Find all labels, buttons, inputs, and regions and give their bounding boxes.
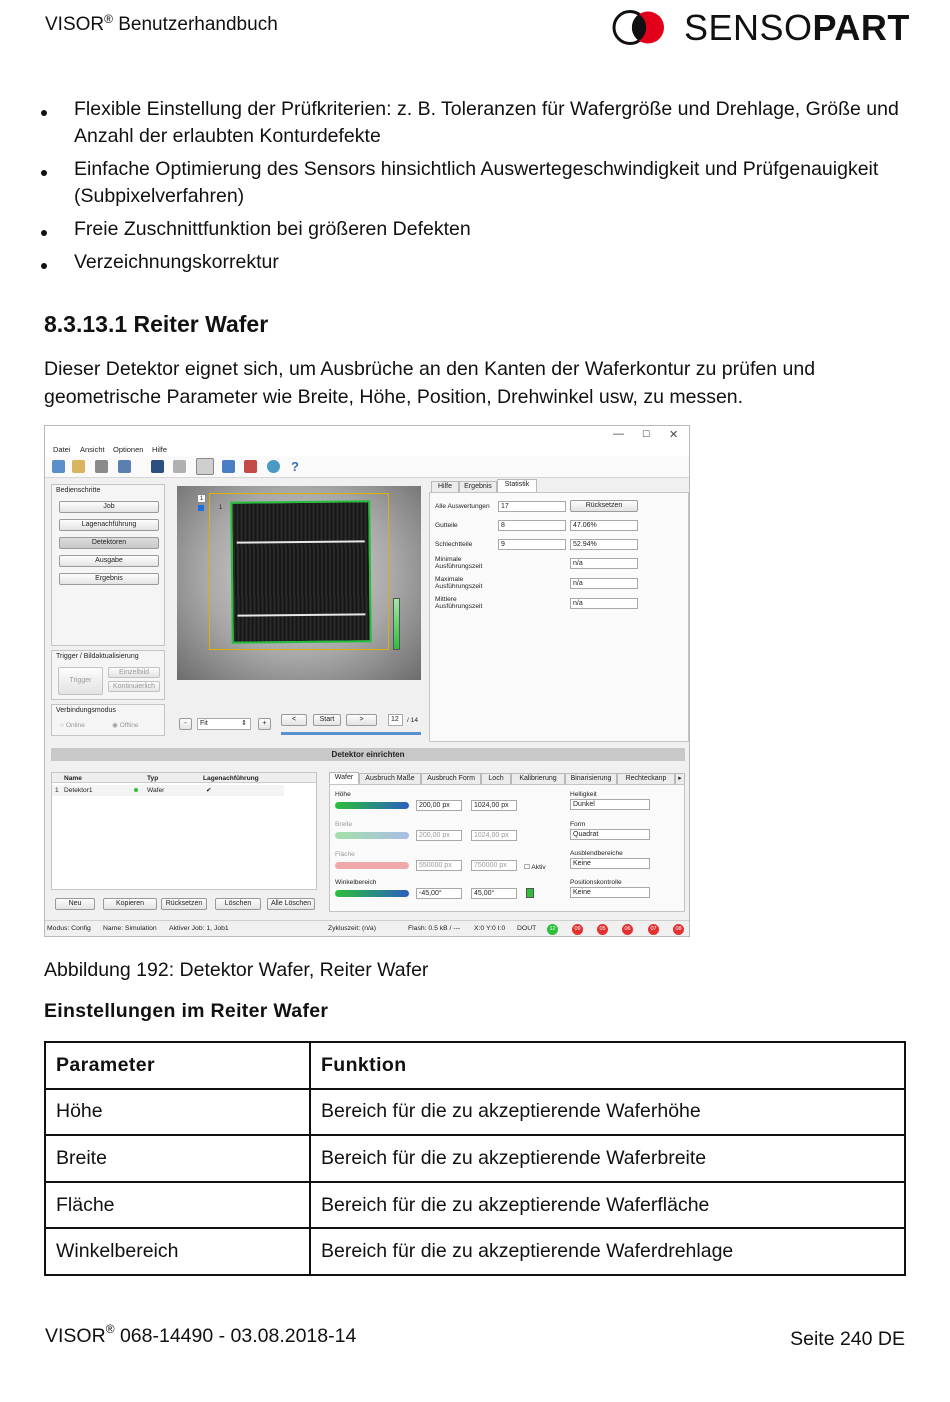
menu-hilfe[interactable]: Hilfe — [152, 445, 168, 454]
winkel-min-input[interactable]: -45,00° — [416, 888, 462, 899]
stat-value: 9 — [498, 539, 566, 550]
tab-rechteckanpassung[interactable]: Rechteckanp — [617, 773, 675, 785]
lagenachfuehrung-button[interactable]: Lagenachführung — [59, 519, 159, 531]
status-dout: DOUT — [517, 925, 537, 932]
neu-button[interactable]: Neu — [55, 898, 95, 910]
alle-loeschen-button[interactable]: Alle Löschen — [267, 898, 315, 910]
trigger-panel — [51, 650, 165, 700]
toolbar — [45, 456, 689, 478]
camera-image[interactable] — [177, 486, 421, 680]
level-bar — [393, 598, 400, 650]
form-select[interactable]: Quadrat — [570, 829, 650, 840]
hoehe-label: Höhe — [335, 791, 351, 798]
film-icon[interactable] — [151, 460, 164, 473]
helligkeit-select[interactable]: Dunkel — [570, 799, 650, 810]
tab-hilfe[interactable]: Hilfe — [431, 481, 459, 493]
table-row — [45, 1135, 905, 1182]
roi-label: 1 — [219, 505, 223, 511]
roi-marker: 1 — [197, 494, 206, 503]
col-header-name: Name — [64, 775, 82, 782]
settings-subheading: Einstellungen im Reiter Wafer — [44, 1000, 329, 1022]
tab-binarisierung[interactable]: Binarisierung — [565, 773, 617, 785]
status-name: Name: Simulation — [103, 925, 157, 932]
hoehe-max-input[interactable]: 1024,00 px — [471, 800, 517, 811]
ruecksetzen-button[interactable]: Rücksetzen — [570, 500, 638, 512]
tab-wafer[interactable]: Wafer — [329, 772, 359, 784]
wafer-settings-panel — [329, 784, 685, 912]
table-row — [45, 1182, 905, 1229]
menu-ansicht[interactable]: Ansicht — [80, 445, 105, 454]
section-heading: 8.3.13.1 Reiter Wafer — [44, 311, 269, 337]
logo-mark-icon — [611, 9, 667, 46]
led-indicator: 08 — [673, 924, 684, 935]
trigger-button[interactable]: Trigger — [58, 667, 103, 695]
led-indicator: 05 — [597, 924, 608, 935]
list-item: Einfache Optimierung des Sensors hinsichtlich Auswertegeschwindigkeit und Prüfgenauigkeit (Subpixelverfahren) — [38, 156, 913, 210]
prev-frame-button[interactable]: < — [281, 714, 307, 726]
status-zyklus: Zykluszeit: (n/a) — [328, 925, 376, 932]
col-header-parameter: Parameter — [45, 1042, 310, 1089]
roi-marker-dot — [198, 505, 204, 511]
visor-screenshot — [44, 425, 690, 937]
table-cell: Winkelbereich — [45, 1228, 310, 1275]
table-row — [45, 1228, 905, 1275]
breite-min-input[interactable]: 200,00 px — [416, 830, 462, 841]
statistik-panel — [429, 492, 689, 742]
minimize-icon[interactable]: — — [613, 428, 624, 440]
table-cell: Bereich für die zu akzeptierende Waferdrehlage — [310, 1228, 905, 1275]
table-cell: Fläche — [45, 1182, 310, 1229]
hoehe-slider[interactable] — [335, 802, 409, 809]
stat-value: n/a — [570, 598, 638, 609]
tab-statistik[interactable]: Statistik — [497, 479, 537, 493]
footer-page-number: Seite 240 DE — [790, 1328, 905, 1350]
detector-list — [51, 772, 317, 890]
job-button[interactable]: Job — [59, 501, 159, 513]
table-cell: Breite — [45, 1135, 310, 1182]
table-row — [45, 1089, 905, 1136]
frame-slider[interactable] — [281, 732, 421, 735]
chevron-right-icon[interactable]: ▸ — [675, 773, 685, 785]
tab-loch[interactable]: Loch — [481, 773, 511, 785]
traffic-light-icon[interactable] — [196, 458, 214, 475]
ausblendbereiche-label: Ausblendbereiche — [570, 850, 623, 857]
stat-value: n/a — [570, 558, 638, 569]
footer-doc-id: VISOR® 068-14490 - 03.08.2018-14 — [45, 1322, 357, 1347]
group-title: Bedienschritte — [56, 487, 101, 494]
chevron-down-icon: ⇕ — [241, 720, 247, 727]
intro-paragraph: Dieser Detektor eignet sich, um Ausbrüche an den Kanten der Waferkontur zu prüfen und geometrische Parameter wie Breite, Höhe, Position, Drehwinkel usw, zu messen. — [44, 358, 816, 408]
positionskontrolle-label: Positionskontrolle — [570, 879, 622, 886]
breite-label: Breite — [335, 821, 353, 828]
zoom-icon[interactable] — [267, 460, 280, 473]
figure-caption: Abbildung 192: Detektor Wafer, Reiter Wafer — [44, 959, 429, 981]
list-item: Freie Zuschnittfunktion bei größeren Defekten — [38, 216, 913, 243]
group-title: Verbindungsmodus — [56, 707, 116, 714]
aktiv-checkbox[interactable]: ☐ Aktiv — [524, 864, 546, 871]
list-item: Verzeichnungskorrektur — [38, 249, 913, 276]
stat-percent: 52.94% — [570, 539, 638, 550]
table-cell: Bereich für die zu akzeptierende Waferfläche — [310, 1182, 905, 1229]
table-row[interactable]: 1 Detektor1 Wafer ✔ — [52, 785, 284, 796]
menu-bar — [45, 444, 689, 456]
camera-icon[interactable] — [173, 460, 186, 473]
new-file-icon[interactable] — [52, 460, 65, 473]
product-name: VISOR — [45, 14, 105, 35]
col-header-lagenachfuehrung: Lagenachführung — [203, 775, 259, 782]
led-indicator: 09 — [572, 924, 583, 935]
roi-frame[interactable] — [209, 493, 389, 650]
table-cell: Höhe — [45, 1089, 310, 1136]
menu-optionen[interactable]: Optionen — [113, 445, 144, 454]
detektoren-button[interactable]: Detektoren — [59, 537, 159, 549]
offline-radio[interactable]: ◉ Offline — [112, 722, 139, 729]
stat-percent: 47.06% — [570, 520, 638, 531]
tab-ergebnis[interactable]: Ergebnis — [459, 481, 497, 493]
menu-datei[interactable]: Datei — [53, 445, 71, 454]
zoom-out-button[interactable]: - — [179, 718, 192, 730]
ruecksetzen-button[interactable]: Rücksetzen — [161, 898, 207, 910]
winkel-max-input[interactable]: 45,00° — [471, 888, 517, 899]
upload-icon[interactable] — [118, 460, 131, 473]
form-label: Form — [570, 821, 586, 828]
status-bar — [45, 920, 689, 937]
kontinuierlich-button[interactable]: Kontinuierlich — [108, 681, 160, 692]
tab-ausbruch-masse[interactable]: Ausbruch Maße — [359, 773, 421, 785]
led-indicator: 12 — [547, 924, 558, 935]
tab-kalibrierung[interactable]: Kalibrierung — [511, 773, 565, 785]
hoehe-min-input[interactable]: 200,00 px — [416, 800, 462, 811]
ausblendbereiche-select[interactable]: Keine — [570, 858, 650, 869]
breite-slider[interactable] — [335, 832, 409, 839]
verbindung-panel — [51, 704, 165, 736]
list-item: Flexible Einstellung der Prüfkriterien: z. B. Toleranzen für Wafergröße und Drehlage, Größe und Anzahl der erlaubten Konturdefekte — [38, 96, 913, 150]
flaeche-slider[interactable] — [335, 862, 409, 869]
angle-indicator — [526, 888, 534, 898]
stat-label: Maximale Ausführungszeit — [435, 576, 483, 590]
table-cell: Bereich für die zu akzeptierende Waferhöhe — [310, 1089, 905, 1136]
flaeche-min-input[interactable]: 550000 px — [416, 860, 462, 871]
led-indicator: 06 — [622, 924, 633, 935]
frame-input[interactable]: 12 — [388, 714, 403, 726]
winkelbereich-slider[interactable] — [335, 890, 409, 897]
bedienschritte-panel — [51, 484, 165, 646]
table-cell: Bereich für die zu akzeptierende Waferbreite — [310, 1135, 905, 1182]
feature-list — [38, 96, 913, 282]
group-title: Trigger / Bildaktualisierung — [56, 653, 139, 660]
window-titlebar — [45, 426, 689, 444]
stat-label: Gutteile — [435, 522, 458, 529]
flaeche-label: Fläche — [335, 851, 355, 858]
status-dot — [134, 788, 138, 792]
frame-total: / 14 — [407, 717, 418, 724]
winkelbereich-label: Winkelbereich — [335, 879, 377, 886]
stat-value: 17 — [498, 501, 566, 512]
status-flash: Flash: 0.5 kB / --- — [408, 925, 461, 932]
led-indicator: 07 — [648, 924, 659, 935]
help-icon[interactable]: ? — [291, 459, 299, 474]
maximize-icon[interactable]: ☐ — [642, 429, 651, 439]
save-icon[interactable] — [95, 460, 108, 473]
ergebnis-button[interactable]: Ergebnis — [59, 573, 159, 585]
einzelbild-button[interactable]: Einzelbild — [108, 667, 160, 678]
header-title-suffix: Benutzerhandbuch — [112, 14, 278, 35]
breite-max-input[interactable]: 1024,00 px — [471, 830, 517, 841]
parameter-table — [44, 1041, 906, 1276]
tab-ausbruch-form[interactable]: Ausbruch Form — [421, 773, 481, 785]
record-icon[interactable] — [244, 460, 257, 473]
status-xy: X:0 Y:0 I:0 — [474, 925, 506, 932]
checkbox[interactable]: ✔ — [206, 787, 212, 794]
close-icon[interactable]: ✕ — [669, 429, 679, 441]
col-header-funktion: Funktion — [310, 1042, 905, 1089]
stat-value: n/a — [570, 578, 638, 589]
stat-label: Minimale Ausführungszeit — [435, 556, 483, 570]
sensopart-logo — [611, 7, 910, 48]
status-job: Aktiver Job: 1, Job1 — [169, 925, 229, 932]
helligkeit-label: Helligkeit — [570, 791, 597, 798]
col-header-typ: Typ — [147, 775, 159, 782]
header-title — [45, 14, 278, 36]
status-modus: Modus: Config — [47, 925, 91, 932]
next-frame-button[interactable]: > — [346, 714, 377, 726]
registered-mark: ® — [104, 12, 113, 26]
image-icon[interactable] — [222, 460, 235, 473]
detektor-einrichten-bar: Detektor einrichten — [51, 748, 685, 761]
zoom-in-button[interactable]: + — [258, 718, 271, 730]
zoom-select[interactable]: Fit ⇕ — [197, 718, 251, 730]
ausgabe-button[interactable]: Ausgabe — [59, 555, 159, 567]
start-button[interactable]: Start — [313, 714, 341, 726]
stat-label: Mittlere Ausführungszeit — [435, 596, 483, 610]
stat-value: 8 — [498, 520, 566, 531]
kopieren-button[interactable]: Kopieren — [103, 898, 157, 910]
stat-label: Schlechtteile — [435, 541, 473, 548]
table-header-row — [45, 1042, 905, 1089]
logo-text: SENSOPART — [684, 7, 910, 48]
positionskontrolle-select[interactable]: Keine — [570, 887, 650, 898]
stat-label: Alle Auswertungen — [435, 503, 490, 510]
open-folder-icon[interactable] — [72, 460, 85, 473]
online-radio[interactable]: ○ Online — [60, 722, 85, 729]
loeschen-button[interactable]: Löschen — [215, 898, 261, 910]
flaeche-max-input[interactable]: 750000 px — [471, 860, 517, 871]
